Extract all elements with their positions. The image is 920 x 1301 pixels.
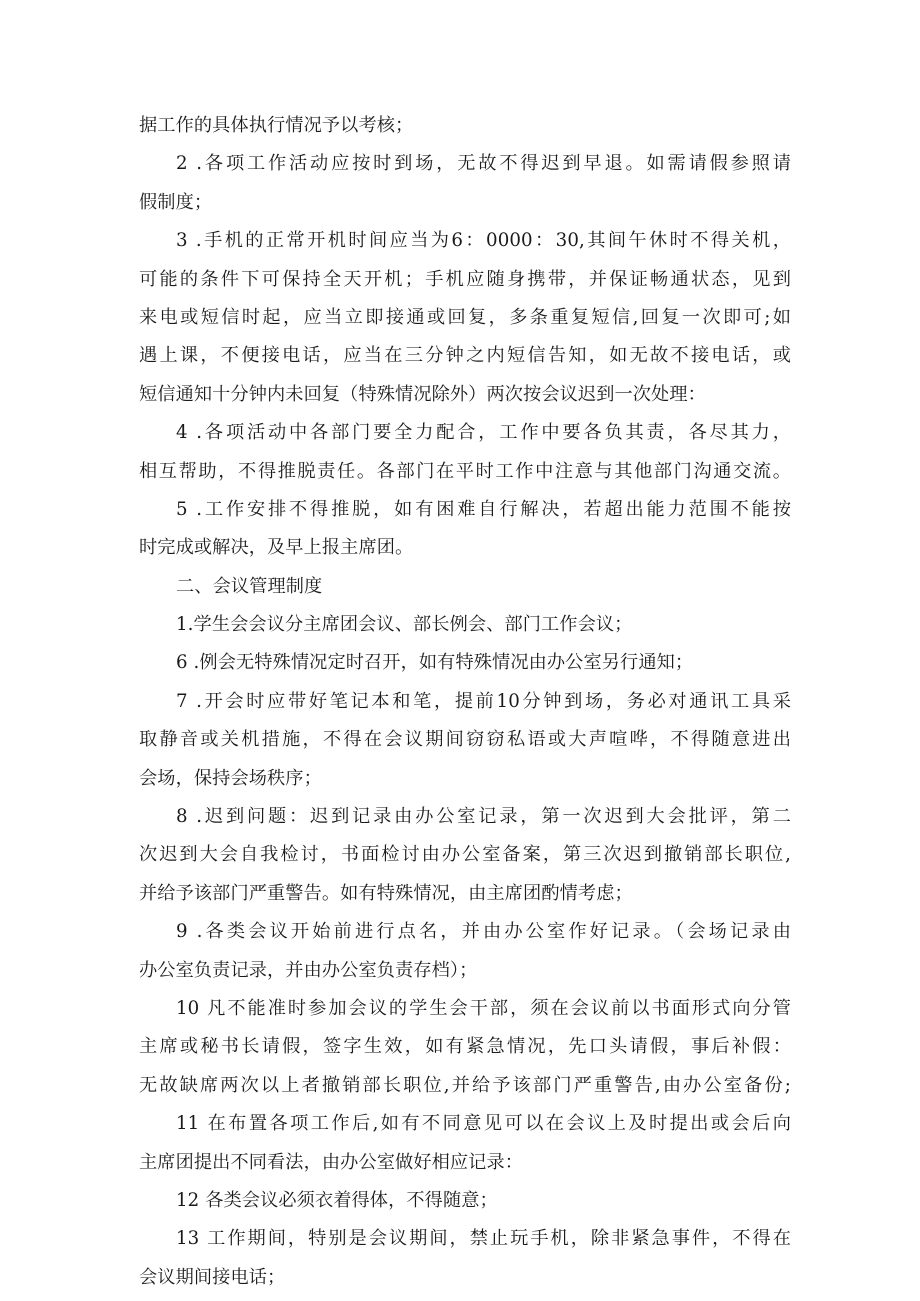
text-line: 主席或秘书长请假，签字生效，如有紧急情况，先口头请假，事后补假： <box>139 1036 791 1058</box>
text-line: 并给予该部门严重警告。如有特殊情况，由主席团酌情考虑； <box>139 882 633 904</box>
text-line: 3 .手机的正常开机时间应当为6：0000：30,其间午休时不得关机， <box>176 230 791 252</box>
text-line: 取静音或关机措施，不得在会议期间窃窃私语或大声喧哗，不得随意进出 <box>139 729 791 751</box>
text-line: 会议期间接电话； <box>139 1266 286 1288</box>
text-line: 11 在布置各项工作后,如有不同意见可以在会议上及时提出或会后向 <box>176 1113 791 1135</box>
text-line: 7 .开会时应带好笔记本和笔，提前10分钟到场，务必对通讯工具采 <box>176 690 791 712</box>
text-line: 遇上课，不便接电话，应当在三分钟之内短信告知，如无故不接电话，或 <box>139 345 791 367</box>
section-heading: 二、会议管理制度 <box>176 575 323 597</box>
text-line: 9 .各类会议开始前进行点名，并由办公室作好记录。（会场记录由 <box>176 921 791 943</box>
text-line: 10 凡不能准时参加会议的学生会干部，须在会议前以书面形式向分管 <box>176 997 791 1019</box>
document-body <box>139 107 791 1297</box>
text-line: 假制度； <box>139 191 213 213</box>
text-line: 2 .各项工作活动应按时到场，无故不得迟到早退。如需请假参照请 <box>176 153 791 175</box>
text-line: 8 .迟到问题：迟到记录由办公室记录，第一次迟到大会批评，第二 <box>176 806 791 828</box>
text-line: 1.学生会会议分主席团会议、部长例会、部门工作会议； <box>176 614 633 636</box>
text-line: 次迟到大会自我检讨，书面检讨由办公室备案，第三次迟到撤销部长职位, <box>139 844 791 866</box>
text-line: 短信通知十分钟内未回复（特殊情况除外）两次按会议迟到一次处理： <box>139 383 706 405</box>
text-line: 12 各类会议必须衣着得体，不得随意； <box>176 1189 498 1211</box>
text-line: 4 .各项活动中各部门要全力配合，工作中要各负其责，各尽其力， <box>176 422 791 444</box>
text-line: 办公室负责记录，并由办公室负责存档）； <box>139 959 478 981</box>
text-line: 来电或短信时起，应当立即接通或回复，多条重复短信,回复一次即可;如 <box>139 306 791 328</box>
text-line: 5 .工作安排不得推脱，如有困难自行解决，若超出能力范围不能按 <box>176 498 791 520</box>
text-line: 相互帮助，不得推脱责任。各部门在平时工作中注意与其他部门沟通交流。 <box>139 460 791 482</box>
text-line: 13 工作期间，特别是会议期间，禁止玩手机，除非紧急事件，不得在 <box>176 1228 791 1250</box>
text-line: 无故缺席两次以上者撤销部长职位,并给予该部门严重警告,由办公室备份; <box>139 1074 791 1096</box>
text-line: 时完成或解决，及早上报主席团。 <box>139 537 414 559</box>
text-line: 可能的条件下可保持全天开机；手机应随身携带，并保证畅通状态，见到 <box>139 268 791 290</box>
text-line: 主席团提出不同看法，由办公室做好相应记录： <box>139 1151 524 1173</box>
text-line: 会场，保持会场秩序； <box>139 767 322 789</box>
text-line: 据工作的具体执行情况予以考核； <box>139 115 414 136</box>
text-line: 6 .例会无特殊情况定时召开，如有特殊情况由办公室另行通知； <box>176 652 694 674</box>
